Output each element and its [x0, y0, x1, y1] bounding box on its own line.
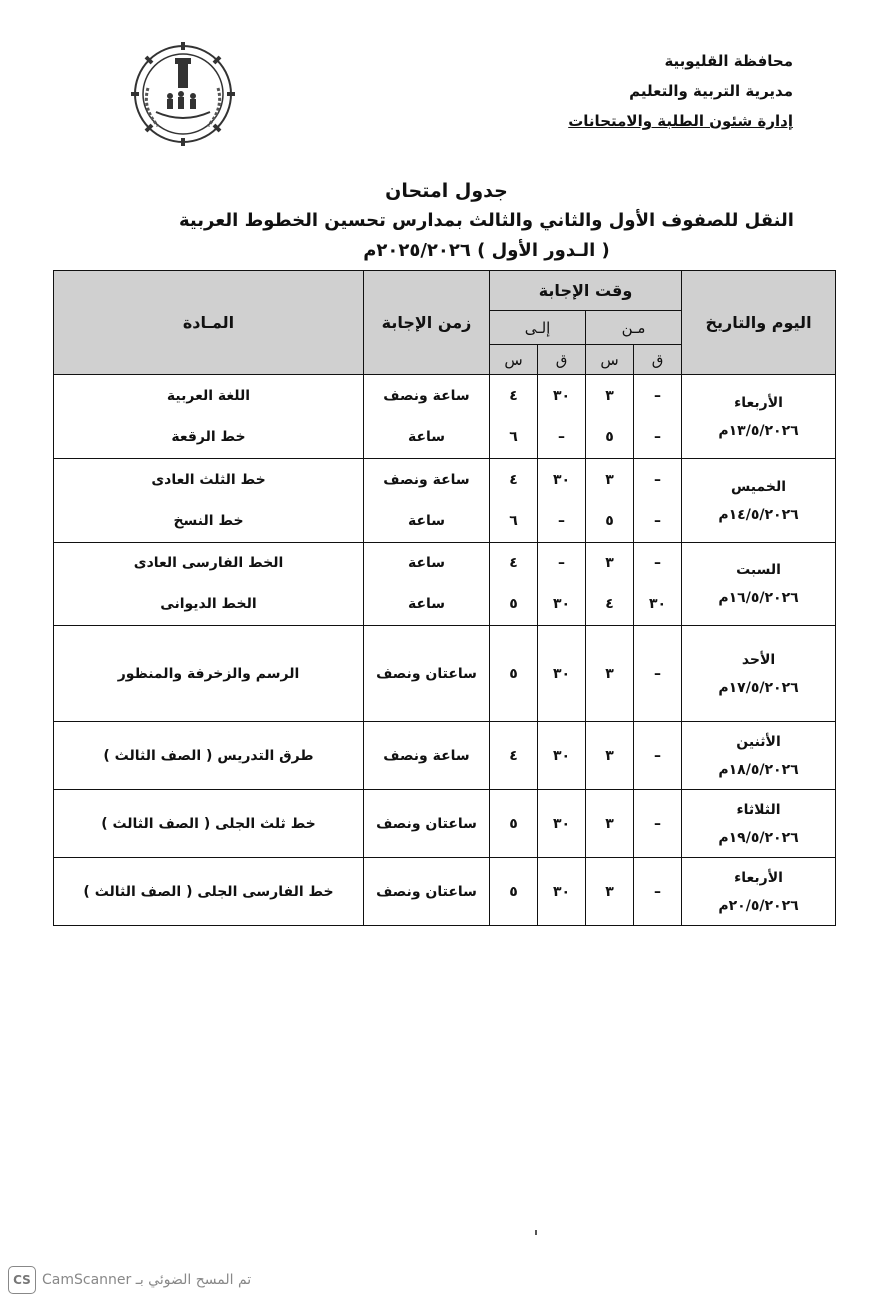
day-name: الأربعاء: [734, 394, 783, 411]
to-minutes-cell: ٣٠: [538, 790, 586, 858]
header-to: إلـى: [490, 311, 586, 345]
subject-cell: خط الثلث العادى خط النسخ: [54, 459, 364, 543]
from-hours-cell: ٣: [586, 626, 634, 722]
duration-cell: ساعتان ونصف: [364, 626, 490, 722]
to-minutes-cell: ٣٠ –: [538, 375, 586, 459]
exam-date: ١٨/٥/٢٠٢٦م: [718, 761, 799, 778]
from-minutes-cell: –: [634, 858, 682, 926]
emblem-icon: [118, 38, 248, 150]
from-hours-cell: ٣: [586, 790, 634, 858]
day-date-cell: [682, 543, 836, 626]
from-hours-cell: ٣ ٥: [586, 459, 634, 543]
header-to-hours: س: [490, 345, 538, 375]
from-minutes-cell: – ٣٠: [634, 543, 682, 626]
header-from: مـن: [586, 311, 682, 345]
duration-cell: ساعة ساعة: [364, 543, 490, 626]
schedule-session: ( الـدور الأول ) ٢٠٢٥/٢٠٢٦م: [363, 240, 610, 261]
table-row: [54, 459, 836, 543]
exam-date: ٢٠/٥/٢٠٢٦م: [718, 897, 799, 914]
directorate-header: [568, 52, 793, 142]
from-hours-cell: ٣ ٤: [586, 543, 634, 626]
from-minutes-cell: –: [634, 722, 682, 790]
from-minutes-cell: –: [634, 626, 682, 722]
subject-cell: اللغة العربية خط الرقعة: [54, 375, 364, 459]
table-row: [54, 375, 836, 459]
exam-date: ١٤/٥/٢٠٢٦م: [718, 506, 799, 523]
from-minutes-cell: – –: [634, 459, 682, 543]
duration-cell: ساعتان ونصف: [364, 858, 490, 926]
to-minutes-cell: ٣٠: [538, 626, 586, 722]
exam-date: ١٦/٥/٢٠٢٦م: [718, 590, 799, 606]
directorate-name: مديرية التربية والتعليم: [629, 82, 793, 100]
to-minutes-cell: – ٣٠: [538, 543, 586, 626]
schedule-title: جدول امتحان: [385, 180, 508, 202]
table-row: [54, 790, 836, 858]
to-minutes-cell: ٣٠: [538, 722, 586, 790]
header-answer-time: وقت الإجابة: [490, 271, 682, 311]
day-name: الخميس: [730, 478, 787, 495]
day-date-cell: [682, 790, 836, 858]
subject-cell: الخط الفارسى العادى الخط الديوانى: [54, 543, 364, 626]
table-row: [54, 543, 836, 626]
camscanner-icon: CS: [8, 1266, 36, 1294]
duration-cell: ساعة ونصف: [364, 722, 490, 790]
to-hours-cell: ٥: [490, 858, 538, 926]
header-from-hours: س: [586, 345, 634, 375]
header-day-date: اليوم والتاريخ: [682, 271, 836, 375]
duration-cell: ساعة ونصف ساعة: [364, 375, 490, 459]
to-hours-cell: ٥: [490, 626, 538, 722]
to-hours-cell: ٤: [490, 722, 538, 790]
day-name: الأربعاء: [734, 869, 783, 886]
header-subject: المـادة: [54, 271, 364, 375]
exam-date: ١٧/٥/٢٠٢٦م: [718, 679, 799, 696]
department-name: إدارة شئون الطلبة والامتحانات: [568, 112, 793, 130]
day-date-cell: [682, 722, 836, 790]
from-hours-cell: ٣: [586, 722, 634, 790]
scan-speck: [535, 1230, 537, 1235]
schedule-subtitle: النقل للصفوف الأول والثاني والثالث بمدارس تحسين الخطوط العربية: [179, 210, 794, 231]
subject-cell: الرسم والزخرفة والمنظور: [54, 626, 364, 722]
day-name: السبت: [736, 562, 781, 578]
camscanner-text: تم المسح الضوئي بـ CamScanner: [42, 1272, 252, 1288]
day-name: الثلاثاء: [736, 801, 781, 818]
duration-cell: ساعة ونصف ساعة: [364, 459, 490, 543]
subject-cell: خط ثلث الجلى ( الصف الثالث ): [54, 790, 364, 858]
to-hours-cell: ٤ ٥: [490, 543, 538, 626]
header-from-minutes: ق: [634, 345, 682, 375]
to-hours-cell: ٤ ٦: [490, 375, 538, 459]
day-date-cell: [682, 626, 836, 722]
table-row: [54, 626, 836, 722]
to-minutes-cell: ٣٠: [538, 858, 586, 926]
exam-schedule-table: [53, 270, 836, 926]
day-date-cell: [682, 375, 836, 459]
from-minutes-cell: –: [634, 790, 682, 858]
from-hours-cell: ٣: [586, 858, 634, 926]
header-duration: زمن الإجابة: [364, 271, 490, 375]
day-date-cell: [682, 858, 836, 926]
to-hours-cell: ٤ ٦: [490, 459, 538, 543]
camscanner-watermark: [8, 1267, 308, 1293]
duration-cell: ساعتان ونصف: [364, 790, 490, 858]
subject-cell: خط الفارسى الجلى ( الصف الثالث ): [54, 858, 364, 926]
exam-date: ١٣/٥/٢٠٢٦م: [718, 422, 799, 439]
from-minutes-cell: – –: [634, 375, 682, 459]
from-hours-cell: ٣ ٥: [586, 375, 634, 459]
table-row: [54, 722, 836, 790]
day-name: الأثنين: [736, 733, 781, 750]
exam-date: ١٩/٥/٢٠٢٦م: [718, 829, 799, 846]
governorate-name: محافظة القليوبية: [664, 52, 793, 70]
table-row: [54, 858, 836, 926]
to-hours-cell: ٥: [490, 790, 538, 858]
to-minutes-cell: ٣٠ –: [538, 459, 586, 543]
day-date-cell: [682, 459, 836, 543]
subject-cell: طرق التدريس ( الصف الثالث ): [54, 722, 364, 790]
day-name: الأحد: [741, 651, 776, 668]
header-to-minutes: ق: [538, 345, 586, 375]
